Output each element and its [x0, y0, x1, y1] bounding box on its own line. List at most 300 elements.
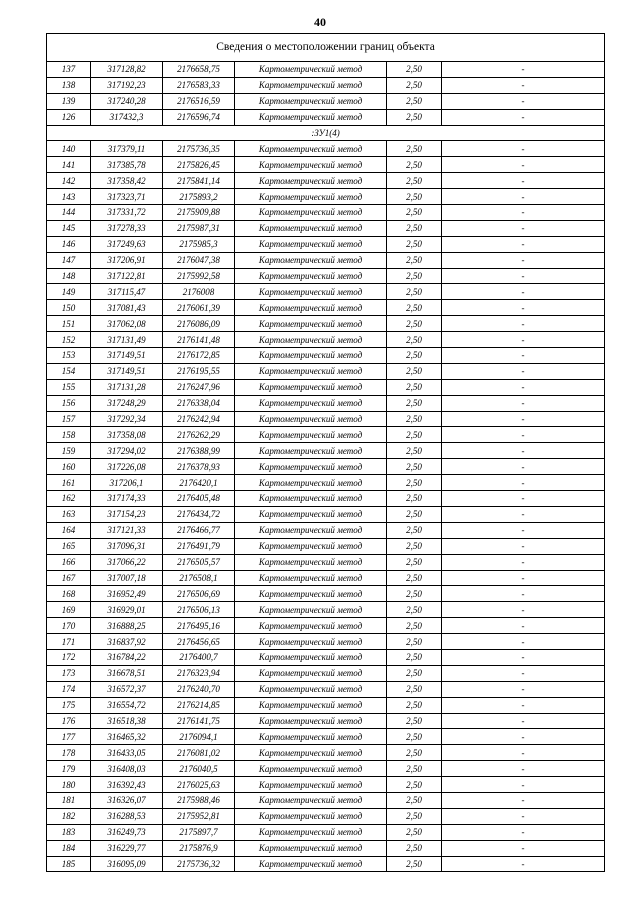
x-coordinate-cell: 316288,53	[91, 808, 163, 824]
point-number-cell: 151	[47, 316, 91, 332]
x-coordinate-cell: 317323,71	[91, 189, 163, 205]
table-row	[47, 729, 605, 745]
table-row	[47, 777, 605, 793]
x-coordinate-cell: 316929,01	[91, 602, 163, 618]
accuracy-cell: 2,50	[387, 649, 442, 665]
accuracy-cell: 2,50	[387, 348, 442, 364]
table-body	[47, 34, 605, 872]
y-coordinate-cell: 2175988,46	[163, 792, 235, 808]
point-number-cell: 147	[47, 252, 91, 268]
table-row	[47, 506, 605, 522]
accuracy-cell: 2,50	[387, 379, 442, 395]
accuracy-cell: 2,50	[387, 506, 442, 522]
accuracy-cell: 2,50	[387, 284, 442, 300]
accuracy-cell: 2,50	[387, 427, 442, 443]
accuracy-cell: 2,50	[387, 538, 442, 554]
point-number-cell: 152	[47, 332, 91, 348]
y-coordinate-cell: 2176596,74	[163, 109, 235, 125]
y-coordinate-cell: 2175826,45	[163, 157, 235, 173]
description-cell: -	[442, 697, 605, 713]
x-coordinate-cell: 317007,18	[91, 570, 163, 586]
accuracy-cell: 2,50	[387, 808, 442, 824]
method-cell: Картометрический метод	[235, 62, 387, 78]
method-cell: Картометрический метод	[235, 173, 387, 189]
description-cell: -	[442, 808, 605, 824]
accuracy-cell: 2,50	[387, 824, 442, 840]
method-cell: Картометрический метод	[235, 348, 387, 364]
x-coordinate-cell: 317294,02	[91, 443, 163, 459]
accuracy-cell: 2,50	[387, 634, 442, 650]
table-row	[47, 109, 605, 125]
description-cell: -	[442, 538, 605, 554]
table-row	[47, 538, 605, 554]
x-coordinate-cell: 317385,78	[91, 157, 163, 173]
description-cell: -	[442, 141, 605, 157]
accuracy-cell: 2,50	[387, 189, 442, 205]
accuracy-cell: 2,50	[387, 840, 442, 856]
x-coordinate-cell: 316433,05	[91, 745, 163, 761]
description-cell: -	[442, 792, 605, 808]
x-coordinate-cell: 317081,43	[91, 300, 163, 316]
method-cell: Картометрический метод	[235, 840, 387, 856]
method-cell: Картометрический метод	[235, 363, 387, 379]
description-cell: -	[442, 205, 605, 221]
x-coordinate-cell: 317358,42	[91, 173, 163, 189]
accuracy-cell: 2,50	[387, 332, 442, 348]
method-cell: Картометрический метод	[235, 777, 387, 793]
y-coordinate-cell: 2176141,48	[163, 332, 235, 348]
description-cell: -	[442, 840, 605, 856]
accuracy-cell: 2,50	[387, 252, 442, 268]
accuracy-cell: 2,50	[387, 602, 442, 618]
description-cell: -	[442, 570, 605, 586]
y-coordinate-cell: 2176658,75	[163, 62, 235, 78]
method-cell: Картометрический метод	[235, 808, 387, 824]
y-coordinate-cell: 2176008	[163, 284, 235, 300]
point-number-cell: 171	[47, 634, 91, 650]
method-cell: Картометрический метод	[235, 109, 387, 125]
accuracy-cell: 2,50	[387, 491, 442, 507]
table-row	[47, 840, 605, 856]
point-number-cell: 176	[47, 713, 91, 729]
point-number-cell: 166	[47, 554, 91, 570]
table-row	[47, 316, 605, 332]
point-number-cell: 156	[47, 395, 91, 411]
x-coordinate-cell: 317154,23	[91, 506, 163, 522]
point-number-cell: 163	[47, 506, 91, 522]
description-cell: -	[442, 109, 605, 125]
accuracy-cell: 2,50	[387, 475, 442, 491]
table-row	[47, 77, 605, 93]
description-cell: -	[442, 824, 605, 840]
table-row	[47, 157, 605, 173]
x-coordinate-cell: 317096,31	[91, 538, 163, 554]
y-coordinate-cell: 2175909,88	[163, 205, 235, 221]
point-number-cell: 185	[47, 856, 91, 872]
description-cell: -	[442, 348, 605, 364]
method-cell: Картометрический метод	[235, 697, 387, 713]
method-cell: Картометрический метод	[235, 459, 387, 475]
x-coordinate-cell: 316392,43	[91, 777, 163, 793]
point-number-cell: 178	[47, 745, 91, 761]
accuracy-cell: 2,50	[387, 173, 442, 189]
y-coordinate-cell: 2176583,33	[163, 77, 235, 93]
method-cell: Картометрический метод	[235, 443, 387, 459]
point-number-cell: 139	[47, 93, 91, 109]
y-coordinate-cell: 2175736,35	[163, 141, 235, 157]
description-cell: -	[442, 522, 605, 538]
point-number-cell: 177	[47, 729, 91, 745]
accuracy-cell: 2,50	[387, 761, 442, 777]
y-coordinate-cell: 2176388,99	[163, 443, 235, 459]
accuracy-cell: 2,50	[387, 459, 442, 475]
y-coordinate-cell: 2176405,48	[163, 491, 235, 507]
x-coordinate-cell: 317192,23	[91, 77, 163, 93]
method-cell: Картометрический метод	[235, 157, 387, 173]
point-number-cell: 141	[47, 157, 91, 173]
table-row	[47, 808, 605, 824]
method-cell: Картометрический метод	[235, 316, 387, 332]
description-cell: -	[442, 729, 605, 745]
y-coordinate-cell: 2175992,58	[163, 268, 235, 284]
description-cell: -	[442, 252, 605, 268]
description-cell: -	[442, 761, 605, 777]
description-cell: -	[442, 157, 605, 173]
method-cell: Картометрический метод	[235, 205, 387, 221]
y-coordinate-cell: 2176061,39	[163, 300, 235, 316]
accuracy-cell: 2,50	[387, 697, 442, 713]
method-cell: Картометрический метод	[235, 220, 387, 236]
y-coordinate-cell: 2176040,5	[163, 761, 235, 777]
y-coordinate-cell: 2176516,59	[163, 93, 235, 109]
method-cell: Картометрический метод	[235, 634, 387, 650]
table-row	[47, 236, 605, 252]
point-number-cell: 180	[47, 777, 91, 793]
point-number-cell: 184	[47, 840, 91, 856]
description-cell: -	[442, 459, 605, 475]
description-cell: -	[442, 62, 605, 78]
method-cell: Картометрический метод	[235, 570, 387, 586]
method-cell: Картометрический метод	[235, 602, 387, 618]
point-number-cell: 142	[47, 173, 91, 189]
accuracy-cell: 2,50	[387, 316, 442, 332]
y-coordinate-cell: 2176262,29	[163, 427, 235, 443]
y-coordinate-cell: 2176506,69	[163, 586, 235, 602]
table-row	[47, 475, 605, 491]
description-cell: -	[442, 284, 605, 300]
y-coordinate-cell: 2175893,2	[163, 189, 235, 205]
x-coordinate-cell: 317379,11	[91, 141, 163, 157]
point-number-cell: 140	[47, 141, 91, 157]
method-cell: Картометрический метод	[235, 93, 387, 109]
description-cell: -	[442, 649, 605, 665]
method-cell: Картометрический метод	[235, 761, 387, 777]
accuracy-cell: 2,50	[387, 77, 442, 93]
method-cell: Картометрический метод	[235, 395, 387, 411]
description-cell: -	[442, 618, 605, 634]
x-coordinate-cell: 317149,51	[91, 348, 163, 364]
y-coordinate-cell: 2175841,14	[163, 173, 235, 189]
accuracy-cell: 2,50	[387, 522, 442, 538]
method-cell: Картометрический метод	[235, 554, 387, 570]
method-cell: Картометрический метод	[235, 141, 387, 157]
point-number-cell: 154	[47, 363, 91, 379]
x-coordinate-cell: 317174,33	[91, 491, 163, 507]
y-coordinate-cell: 2176338,04	[163, 395, 235, 411]
method-cell: Картометрический метод	[235, 268, 387, 284]
table-row	[47, 205, 605, 221]
table-row	[47, 62, 605, 78]
table-row	[47, 649, 605, 665]
y-coordinate-cell: 2175952,81	[163, 808, 235, 824]
point-number-cell: 182	[47, 808, 91, 824]
method-cell: Картометрический метод	[235, 681, 387, 697]
method-cell: Картометрический метод	[235, 824, 387, 840]
method-cell: Картометрический метод	[235, 506, 387, 522]
table-row	[47, 634, 605, 650]
y-coordinate-cell: 2176495,16	[163, 618, 235, 634]
accuracy-cell: 2,50	[387, 109, 442, 125]
accuracy-cell: 2,50	[387, 236, 442, 252]
point-number-cell: 138	[47, 77, 91, 93]
method-cell: Картометрический метод	[235, 284, 387, 300]
y-coordinate-cell: 2176400,7	[163, 649, 235, 665]
x-coordinate-cell: 317122,81	[91, 268, 163, 284]
accuracy-cell: 2,50	[387, 570, 442, 586]
table-row	[47, 697, 605, 713]
point-number-cell: 160	[47, 459, 91, 475]
point-number-cell: 162	[47, 491, 91, 507]
method-cell: Картометрический метод	[235, 856, 387, 872]
point-number-cell: 179	[47, 761, 91, 777]
point-number-cell: 169	[47, 602, 91, 618]
point-number-cell: 164	[47, 522, 91, 538]
point-number-cell: 173	[47, 665, 91, 681]
method-cell: Картометрический метод	[235, 538, 387, 554]
table-row	[47, 554, 605, 570]
y-coordinate-cell: 2176456,65	[163, 634, 235, 650]
x-coordinate-cell: 317249,63	[91, 236, 163, 252]
description-cell: -	[442, 665, 605, 681]
x-coordinate-cell: 317292,34	[91, 411, 163, 427]
point-number-cell: 170	[47, 618, 91, 634]
description-cell: -	[442, 586, 605, 602]
table-row	[47, 363, 605, 379]
accuracy-cell: 2,50	[387, 729, 442, 745]
y-coordinate-cell: 2176506,13	[163, 602, 235, 618]
description-cell: -	[442, 268, 605, 284]
y-coordinate-cell: 2175897,7	[163, 824, 235, 840]
point-number-cell: 150	[47, 300, 91, 316]
description-cell: -	[442, 189, 605, 205]
y-coordinate-cell: 2175987,31	[163, 220, 235, 236]
description-cell: -	[442, 220, 605, 236]
accuracy-cell: 2,50	[387, 586, 442, 602]
description-cell: -	[442, 300, 605, 316]
y-coordinate-cell: 2176081,02	[163, 745, 235, 761]
y-coordinate-cell: 2176172,85	[163, 348, 235, 364]
method-cell: Картометрический метод	[235, 665, 387, 681]
point-number-cell: 175	[47, 697, 91, 713]
method-cell: Картометрический метод	[235, 411, 387, 427]
method-cell: Картометрический метод	[235, 522, 387, 538]
y-coordinate-cell: 2176086,09	[163, 316, 235, 332]
x-coordinate-cell: 316572,37	[91, 681, 163, 697]
point-number-cell: 143	[47, 189, 91, 205]
table-row	[47, 427, 605, 443]
description-cell: -	[442, 93, 605, 109]
method-cell: Картометрический метод	[235, 475, 387, 491]
description-cell: -	[442, 634, 605, 650]
x-coordinate-cell: 316229,77	[91, 840, 163, 856]
x-coordinate-cell: 317128,82	[91, 62, 163, 78]
y-coordinate-cell: 2175985,3	[163, 236, 235, 252]
section-row	[47, 125, 605, 141]
description-cell: -	[442, 363, 605, 379]
table-row	[47, 395, 605, 411]
table-row	[47, 268, 605, 284]
accuracy-cell: 2,50	[387, 618, 442, 634]
accuracy-cell: 2,50	[387, 554, 442, 570]
table-row	[47, 348, 605, 364]
y-coordinate-cell: 2176240,70	[163, 681, 235, 697]
x-coordinate-cell: 316952,49	[91, 586, 163, 602]
table-row	[47, 93, 605, 109]
x-coordinate-cell: 316465,32	[91, 729, 163, 745]
x-coordinate-cell: 317131,28	[91, 379, 163, 395]
x-coordinate-cell: 316249,73	[91, 824, 163, 840]
description-cell: -	[442, 475, 605, 491]
description-cell: -	[442, 491, 605, 507]
x-coordinate-cell: 317248,29	[91, 395, 163, 411]
accuracy-cell: 2,50	[387, 363, 442, 379]
description-cell: -	[442, 713, 605, 729]
point-number-cell: 158	[47, 427, 91, 443]
description-cell: -	[442, 681, 605, 697]
method-cell: Картометрический метод	[235, 618, 387, 634]
description-cell: -	[442, 443, 605, 459]
y-coordinate-cell: 2176323,94	[163, 665, 235, 681]
table-row	[47, 379, 605, 395]
y-coordinate-cell: 2176242,94	[163, 411, 235, 427]
y-coordinate-cell: 2176214,85	[163, 697, 235, 713]
table-row	[47, 284, 605, 300]
table-row	[47, 491, 605, 507]
y-coordinate-cell: 2176378,93	[163, 459, 235, 475]
table-row	[47, 252, 605, 268]
method-cell: Картометрический метод	[235, 745, 387, 761]
x-coordinate-cell: 316408,03	[91, 761, 163, 777]
x-coordinate-cell: 317066,22	[91, 554, 163, 570]
x-coordinate-cell: 316518,38	[91, 713, 163, 729]
x-coordinate-cell: 316888,25	[91, 618, 163, 634]
point-number-cell: 165	[47, 538, 91, 554]
section-label: :ЗУ1(4)	[47, 125, 605, 141]
table-row	[47, 761, 605, 777]
table-row	[47, 713, 605, 729]
point-number-cell: 137	[47, 62, 91, 78]
accuracy-cell: 2,50	[387, 300, 442, 316]
accuracy-cell: 2,50	[387, 205, 442, 221]
accuracy-cell: 2,50	[387, 62, 442, 78]
accuracy-cell: 2,50	[387, 220, 442, 236]
table-row	[47, 459, 605, 475]
page-number: 40	[314, 15, 326, 29]
method-cell: Картометрический метод	[235, 252, 387, 268]
accuracy-cell: 2,50	[387, 745, 442, 761]
description-cell: -	[442, 427, 605, 443]
table-row	[47, 745, 605, 761]
table-row	[47, 443, 605, 459]
description-cell: -	[442, 173, 605, 189]
y-coordinate-cell: 2176094,1	[163, 729, 235, 745]
table-row	[47, 173, 605, 189]
x-coordinate-cell: 317121,33	[91, 522, 163, 538]
description-cell: -	[442, 411, 605, 427]
point-number-cell: 167	[47, 570, 91, 586]
table-title: Сведения о местоположении границ объекта	[47, 34, 605, 62]
y-coordinate-cell: 2176025,63	[163, 777, 235, 793]
x-coordinate-cell: 317240,28	[91, 93, 163, 109]
point-number-cell: 161	[47, 475, 91, 491]
point-number-cell: 148	[47, 268, 91, 284]
x-coordinate-cell: 316554,72	[91, 697, 163, 713]
x-coordinate-cell: 317226,08	[91, 459, 163, 475]
x-coordinate-cell: 317149,51	[91, 363, 163, 379]
point-number-cell: 174	[47, 681, 91, 697]
method-cell: Картометрический метод	[235, 792, 387, 808]
table-row	[47, 681, 605, 697]
point-number-cell: 155	[47, 379, 91, 395]
accuracy-cell: 2,50	[387, 141, 442, 157]
table-row	[47, 824, 605, 840]
method-cell: Картометрический метод	[235, 189, 387, 205]
y-coordinate-cell: 2176141,75	[163, 713, 235, 729]
method-cell: Картометрический метод	[235, 236, 387, 252]
y-coordinate-cell: 2175736,32	[163, 856, 235, 872]
description-cell: -	[442, 745, 605, 761]
table-row	[47, 522, 605, 538]
table-row	[47, 570, 605, 586]
table-row	[47, 586, 605, 602]
table-row	[47, 300, 605, 316]
description-cell: -	[442, 602, 605, 618]
point-number-cell: 183	[47, 824, 91, 840]
method-cell: Картометрический метод	[235, 586, 387, 602]
accuracy-cell: 2,50	[387, 713, 442, 729]
description-cell: -	[442, 316, 605, 332]
method-cell: Картометрический метод	[235, 491, 387, 507]
x-coordinate-cell: 316837,92	[91, 634, 163, 650]
x-coordinate-cell: 317278,33	[91, 220, 163, 236]
method-cell: Картометрический метод	[235, 332, 387, 348]
point-number-cell: 146	[47, 236, 91, 252]
description-cell: -	[442, 379, 605, 395]
accuracy-cell: 2,50	[387, 157, 442, 173]
table-row	[47, 792, 605, 808]
point-number-cell: 144	[47, 205, 91, 221]
x-coordinate-cell: 316095,09	[91, 856, 163, 872]
point-number-cell: 181	[47, 792, 91, 808]
method-cell: Картометрический метод	[235, 379, 387, 395]
table-row	[47, 189, 605, 205]
description-cell: -	[442, 777, 605, 793]
method-cell: Картометрический метод	[235, 300, 387, 316]
x-coordinate-cell: 317062,08	[91, 316, 163, 332]
table-title-row	[47, 34, 605, 62]
accuracy-cell: 2,50	[387, 792, 442, 808]
x-coordinate-cell: 316326,07	[91, 792, 163, 808]
